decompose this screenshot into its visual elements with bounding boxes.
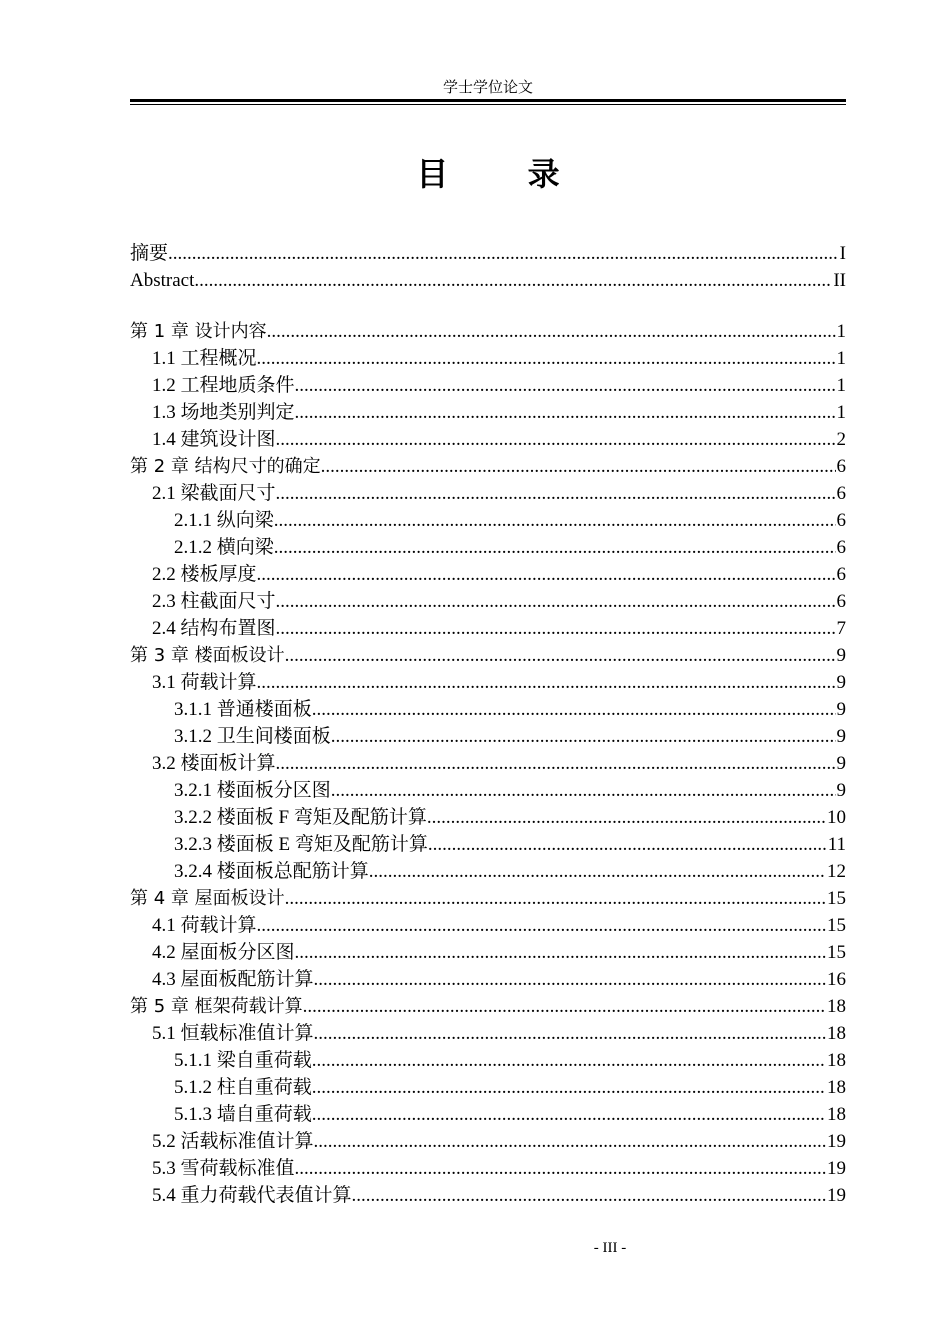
toc-entry-text: 5.1.2 柱自重荷载 [174,1077,312,1098]
toc-entry-page: 15 [827,942,846,963]
toc-entry-text: 第 5 章 框架荷载计算 [130,996,303,1017]
toc-dot-leader [194,267,832,294]
toc-entry-page: 6 [836,483,846,504]
toc-entry-page: 9 [836,645,846,666]
toc-dot-leader [314,1020,826,1047]
toc-entry-page: 18 [827,1023,846,1044]
toc-section-entry[interactable] [130,1101,846,1128]
toc-entry-page: 6 [836,456,846,477]
toc-entry-page: 12 [827,861,846,882]
toc-entry-page: 18 [827,996,846,1017]
toc-entry-page: 19 [827,1131,846,1152]
toc-entry-text: 3.2.1 楼面板分区图 [174,780,331,801]
toc-dot-leader [314,966,826,993]
toc-entry-page: I [839,243,846,264]
toc-dot-leader [257,345,836,372]
toc-entry-page: 6 [836,510,846,531]
toc-section-entry[interactable] [130,345,846,372]
toc-spacer [130,294,846,318]
toc-entry-page: 7 [836,618,846,639]
toc-entry-text: 第 4 章 屋面板设计 [130,888,285,909]
toc-entry-abstract-en[interactable] [130,267,846,294]
toc-dot-leader [274,507,836,534]
toc-entry-text: 3.2.3 楼面板 E 弯矩及配筋计算 [174,834,428,855]
toc-entry-text: 4.3 屋面板配筋计算 [152,969,314,990]
toc-entry-text: 3.2.4 楼面板总配筋计算 [174,861,369,882]
toc-entry-page: 1 [836,375,846,396]
toc-entry-page: 9 [836,753,846,774]
toc-section-entry[interactable] [130,1074,846,1101]
toc-dot-leader [257,669,836,696]
toc-entry-page: 11 [827,834,846,855]
toc-section-entry[interactable] [130,858,846,885]
toc-dot-leader [295,1155,826,1182]
toc-dot-leader [352,1182,826,1209]
toc-section-entry[interactable] [130,426,846,453]
toc-chapter-entry[interactable] [130,453,846,480]
toc-dot-leader [321,453,836,480]
toc-dot-leader [257,912,826,939]
toc-entry-page: 6 [836,564,846,585]
toc-dot-leader [285,642,836,669]
toc-dot-leader [428,831,827,858]
toc-entry-text: 2.1 梁截面尺寸 [152,483,276,504]
toc-entry-text: 4.1 荷载计算 [152,915,257,936]
toc-entry-page: 6 [836,591,846,612]
toc-entry-text: 3.2.2 楼面板 F 弯矩及配筋计算 [174,807,427,828]
toc-chapter-entry[interactable] [130,993,846,1020]
toc-dot-leader [276,588,836,615]
toc-entry-text: 1.2 工程地质条件 [152,375,295,396]
running-header: 学士学位论文 [442,80,533,96]
toc-section-entry[interactable] [130,1020,846,1047]
header-rule-thick [130,99,846,102]
toc-chapter-entry[interactable] [130,318,846,345]
toc-dot-leader [295,372,836,399]
toc-section-entry[interactable] [130,777,846,804]
toc-section-entry[interactable] [130,534,846,561]
toc-entry-page: 1 [836,321,846,342]
toc-dot-leader [267,318,836,345]
toc-dot-leader [369,858,826,885]
toc-section-entry[interactable] [130,480,846,507]
toc-entry-page: 9 [836,672,846,693]
toc-entry-text: 第 2 章 结构尺寸的确定 [130,456,321,477]
toc-entry-text: 2.1.1 纵向梁 [174,510,274,531]
toc-section-entry[interactable] [130,912,846,939]
toc-entry-text: 5.3 雪荷载标准值 [152,1158,295,1179]
toc-dot-leader [257,561,836,588]
toc-dot-leader [312,1047,826,1074]
toc-dot-leader [331,777,836,804]
toc-section-entry[interactable] [130,399,846,426]
toc-entry-text: 第 1 章 设计内容 [130,321,267,342]
toc-dot-leader [312,1101,826,1128]
toc-entry-page: 16 [827,969,846,990]
toc-entry-page: 15 [827,888,846,909]
toc-entry-page: 9 [836,780,846,801]
toc-dot-leader [295,939,826,966]
toc-entry-text: 5.4 重力荷载代表值计算 [152,1185,352,1206]
toc-entry-text: 第 3 章 楼面板设计 [130,645,285,666]
toc-section-entry[interactable] [130,588,846,615]
toc-section-entry[interactable] [130,804,846,831]
toc-entry-text: 1.4 建筑设计图 [152,429,276,450]
toc-dot-leader [314,1128,826,1155]
toc-section-entry[interactable] [130,372,846,399]
toc-entry-page: II [833,270,846,291]
toc-entry-page: 2 [836,429,846,450]
toc-entry-page: 18 [827,1077,846,1098]
toc-entry-page: 18 [827,1050,846,1071]
toc-entry-page: 1 [836,402,846,423]
toc-entry-text: 5.1.3 墙自重荷载 [174,1104,312,1125]
toc-entry-page: 18 [827,1104,846,1125]
toc-entry-page: 10 [827,807,846,828]
toc-section-entry[interactable] [130,750,846,777]
toc-section-entry[interactable] [130,669,846,696]
toc-section-entry[interactable] [130,507,846,534]
toc-entry-text: 2.4 结构布置图 [152,618,276,639]
toc-dot-leader [427,804,826,831]
toc-title: 目 录 [416,155,594,193]
toc-entry-text: 3.1.2 卫生间楼面板 [174,726,331,747]
toc-section-entry[interactable] [130,696,846,723]
toc-entry-page: 19 [827,1158,846,1179]
toc-entry-text: 1.3 场地类别判定 [152,402,295,423]
toc-dot-leader [276,750,836,777]
toc-dot-leader [274,534,836,561]
toc-entry-page: 1 [836,348,846,369]
toc-section-entry[interactable] [130,1128,846,1155]
toc-section-entry[interactable] [130,1155,846,1182]
toc-entry-text: 2.2 楼板厚度 [152,564,257,585]
toc-entry-text: 3.1.1 普通楼面板 [174,699,312,720]
toc-section-entry[interactable] [130,561,846,588]
toc-dot-leader [276,615,836,642]
toc-dot-leader [276,426,836,453]
header-rule-thin [130,104,846,105]
toc-dot-leader [312,1074,826,1101]
toc-entry-text: Abstract [130,270,195,291]
toc-section-entry[interactable] [130,831,846,858]
toc-entry-page: 9 [836,699,846,720]
toc-entry-text: 3.2 楼面板计算 [152,753,276,774]
toc-entry-text: 3.1 荷载计算 [152,672,257,693]
toc-section-entry[interactable] [130,939,846,966]
toc-dot-leader [285,885,826,912]
toc-section-entry[interactable] [130,1047,846,1074]
toc-dot-leader [331,723,836,750]
toc-entry-text: 2.1.2 横向梁 [174,537,274,558]
toc-dot-leader [312,696,836,723]
toc-dot-leader [295,399,836,426]
toc-entry-text: 5.1.1 梁自重荷载 [174,1050,312,1071]
toc-entry-text: 4.2 屋面板分区图 [152,942,295,963]
toc-dot-leader [276,480,836,507]
toc-entry-text: 2.3 柱截面尺寸 [152,591,276,612]
toc-chapter-entry[interactable] [130,642,846,669]
toc-section-entry[interactable] [130,966,846,993]
toc-entry-page: 19 [827,1185,846,1206]
page-number: - III - [593,1240,627,1256]
toc-entry-text: 摘要 [130,243,169,264]
toc-dot-leader [168,240,839,267]
toc-entry-text: 1.1 工程概况 [152,348,257,369]
toc-entry-text: 5.2 活载标准值计算 [152,1131,314,1152]
table-of-contents [130,240,846,1209]
toc-entry-abstract-cn[interactable] [130,240,846,267]
toc-dot-leader [303,993,826,1020]
toc-section-entry[interactable] [130,723,846,750]
toc-entry-text: 5.1 恒载标准值计算 [152,1023,314,1044]
toc-section-entry[interactable] [130,1182,846,1209]
toc-entry-page: 6 [836,537,846,558]
toc-entry-page: 15 [827,915,846,936]
toc-chapter-entry[interactable] [130,885,846,912]
toc-section-entry[interactable] [130,615,846,642]
toc-entry-page: 9 [836,726,846,747]
